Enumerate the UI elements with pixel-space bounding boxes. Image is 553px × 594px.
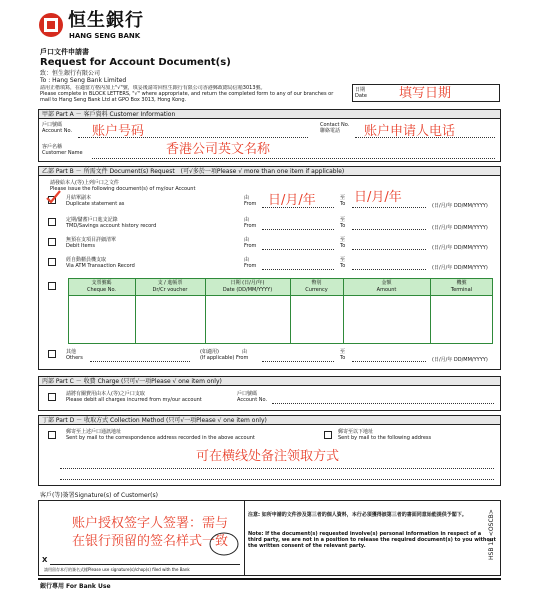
col-header-en-5: Terminal	[450, 287, 473, 293]
col-header-cn-0: 支票號碼	[91, 280, 112, 286]
item-label-cn-3: 經自動櫃員機支取	[66, 257, 107, 263]
account-no-annotation: 账户号码	[92, 124, 145, 139]
bank-use-en: For Bank Use	[66, 583, 111, 590]
col-header-cn-1: 支 / 進帳票	[157, 280, 183, 286]
from-label-cn-3: 由	[244, 257, 250, 263]
from-label-cn-1: 由	[244, 217, 250, 223]
from-label-en-0: From	[244, 201, 257, 207]
item-checkbox-history[interactable]	[48, 218, 56, 226]
date-annotation: 填写日期	[399, 86, 452, 101]
item-label-en-2: Debit Items	[66, 243, 96, 249]
to-label-cn-1: 至	[340, 217, 346, 223]
date-hint-1: (日/月/年 DD/MM/YYYY)	[432, 225, 488, 231]
to-date-field-1[interactable]	[352, 229, 426, 230]
to-label-en-0: To	[340, 201, 346, 207]
item-label-cn-2: 無預在支項目詳細清單	[66, 237, 117, 243]
charge-checkbox[interactable]	[48, 393, 56, 401]
signature-note: 請用留存本行的簽名式樣Please use signature(s)/chop(s) filed with the Bank	[44, 567, 190, 572]
customer-name-annotation: 香港公司英文名称	[166, 142, 271, 157]
col-header-cn-4: 金額	[381, 280, 392, 286]
others-from-field[interactable]	[262, 361, 334, 362]
date-hint-2: (日/月/年 DD/MM/YYYY)	[432, 245, 488, 251]
others-from-cn: 由	[242, 349, 248, 355]
signature-annotation-line2: 在银行预留的签名样式一致	[72, 534, 229, 549]
col-header-en-4: Amount	[376, 287, 397, 293]
col-header-en-3: Currency	[305, 287, 328, 293]
contact-no-label-en: Contact No.	[320, 122, 350, 128]
bank-use-bar	[38, 578, 501, 594]
collection-option-2-en: Sent by mail to the following address	[338, 435, 432, 441]
item-label-cn-1: 定期/儲蓄戶口進支記錄	[66, 217, 118, 223]
col-header-cn-5: 機號	[456, 280, 467, 286]
others-to-en: To	[340, 355, 346, 361]
col-header-en-1: Dr/Cr voucher	[152, 287, 188, 293]
item-checkbox-debit-items[interactable]	[48, 238, 56, 246]
check-mark-icon	[45, 190, 61, 204]
date-label-cn: 日期	[355, 87, 366, 93]
contact-no-label-cn: 聯絡電話	[320, 128, 341, 134]
account-no-label-cn: 戶口號碼	[42, 122, 63, 128]
customer-name-label-en: Customer Name	[42, 150, 83, 156]
to-label-cn-3: 至	[340, 257, 346, 263]
form-title-en: Request for Account Document(s)	[40, 57, 231, 68]
item-label-en-0: Duplicate statement as	[66, 201, 125, 207]
charge-label-cn: 請將有關費用由本人(等)之戶口支取	[66, 391, 145, 397]
others-field[interactable]	[90, 361, 190, 362]
from-label-en-2: From	[244, 243, 257, 249]
to-date-field-3[interactable]	[352, 269, 426, 270]
collection-annotation: 可在横线处备注领取方式	[196, 449, 340, 464]
part-d-header: 丁部 Part D － 收取方式 Collection Method (只可√一項Please √ one item only)	[38, 415, 501, 425]
item-label-en-1: TMD/Savings account history record	[66, 223, 157, 229]
part-b-intro-en: Please issue the following document(s) of my/our Account	[50, 186, 196, 192]
if-applicable-en: (If applicable) From	[200, 355, 249, 361]
signature-x-mark: X	[42, 556, 48, 564]
customer-name-field[interactable]	[92, 158, 495, 159]
item-checkbox-table[interactable]	[48, 282, 56, 290]
others-date-hint: (日/月/年 DD/MM/YYYY)	[432, 357, 488, 363]
instructions-en: Please complete in BLOCK LETTERS, "√" where appropriate, and return the completed form to any of our branches or mail to Hang Seng Bank Ltd at GPO Box 3013, Hong Kong.	[40, 91, 334, 103]
to-label-en-2: To	[340, 243, 346, 249]
part-a-header: 甲部 Part A － 客戶資料 Customer Information	[38, 109, 501, 119]
form-title-cn: 戶口文件申請書	[40, 48, 89, 56]
collection-address-line-1[interactable]	[60, 468, 494, 469]
others-label-en: Others	[66, 355, 83, 361]
item-label-en-3: Via ATM Transaction Record	[66, 263, 135, 269]
bank-use-cn: 銀行專用	[40, 583, 65, 590]
from-label-cn-2: 由	[244, 237, 250, 243]
item-label-cn-0: 月結單副本	[66, 195, 92, 201]
collection-option-2-cn: 郵寄至以下地址	[338, 429, 374, 435]
date-hint-3: (日/月/年 DD/MM/YYYY)	[432, 265, 488, 271]
account-no-field[interactable]	[78, 137, 308, 138]
to-label-en-1: To	[340, 223, 346, 229]
account-no-label-en: Account No.	[42, 128, 73, 134]
side-form-code: HSB 15 <OSCB>	[488, 509, 495, 560]
logo-english: HANG SENG BANK	[69, 32, 141, 40]
logo-chinese: 恒生銀行	[68, 10, 144, 31]
collection-address-line-2[interactable]	[60, 479, 494, 480]
from-date-annotation: 日/月/年	[268, 193, 316, 208]
hang-seng-logo-icon	[38, 12, 64, 38]
to-date-annotation: 日/月/年	[354, 190, 402, 205]
others-to-cn: 至	[340, 349, 346, 355]
date-hint-0: (日/月/年 DD/MM/YYYY)	[432, 203, 488, 209]
signature-label: 客戶(等)簽署Signature(s) of Customer(s)	[40, 492, 158, 499]
instructions-cn: 請用正楷填寫，在適當方格內加上"√"號，填妥後請寄回恒生銀行有限公司香港郵政總局信箱3013號。	[40, 85, 266, 91]
to-label-cn-2: 至	[340, 237, 346, 243]
to-cn: 致：恒生銀行有限公司	[40, 70, 101, 77]
col-header-cn-3: 幣別	[311, 280, 322, 286]
from-date-field-3[interactable]	[262, 269, 334, 270]
note-cn: 注意: 如所申請的文件涉及第三者的個人資料，本行必須獲得該第三者的書面同意始能提供予閣下。	[248, 512, 467, 518]
from-label-cn-0: 由	[244, 195, 250, 201]
collection-option-2-checkbox[interactable]	[324, 431, 332, 439]
item-checkbox-atm[interactable]	[48, 258, 56, 266]
col-header-en-0: Cheque No.	[86, 287, 117, 293]
note-en: Note: If the document(s) requested involve(s) personal information in respect of a third party, we are not in a position to release the required document(s) to you without the written consent of the relevant party.	[248, 531, 496, 549]
part-b-header: 乙部 Part B － 所需文件 Document(s) Request (可√多於一項Please √ more than one item if applicable)	[38, 166, 501, 176]
signature-circle-icon	[208, 531, 240, 557]
signature-annotation-line1: 账户授权签字人签署：需与	[72, 516, 229, 531]
part-c-header: 丙部 Part C － 收費 Charge (只可√一項Please √ one item only)	[38, 376, 501, 386]
from-label-en-3: From	[244, 263, 257, 269]
charge-account-en: Account No.	[237, 397, 268, 403]
contact-annotation: 账户申请人电话	[364, 124, 456, 139]
date-label-en: Date	[355, 93, 367, 99]
if-applicable-cn: (如適用)	[200, 349, 219, 355]
charge-account-field[interactable]	[272, 403, 494, 404]
others-label-cn: 其他	[66, 349, 77, 355]
collection-option-1-checkbox[interactable]	[48, 431, 56, 439]
from-date-field-2[interactable]	[262, 249, 334, 250]
from-label-en-1: From	[244, 223, 257, 229]
col-header-en-2: Date (DD/MM/YYYY)	[222, 287, 273, 293]
col-header-cn-2: 日期 (日/月/年)	[230, 280, 265, 286]
customer-name-label-cn: 客戶名稱	[42, 144, 63, 150]
others-to-field[interactable]	[352, 361, 426, 362]
charge-label-en: Please debit all charges incurred from my/our account	[66, 397, 202, 403]
collection-option-1-cn: 郵寄至上述戶口通訊地址	[66, 429, 122, 435]
to-label-en-3: To	[340, 263, 346, 269]
signature-line[interactable]	[50, 564, 240, 565]
to-date-field-0[interactable]	[352, 207, 426, 208]
contact-no-field[interactable]	[355, 137, 495, 138]
part-b-intro-cn: 請發給本人(等)上列戶口之文件	[50, 180, 119, 186]
collection-option-1-en: Sent by mail to the correspondence address recorded in the above account	[66, 435, 255, 441]
bank-logo	[38, 10, 198, 44]
from-date-field-0[interactable]	[262, 207, 334, 208]
item-checkbox-others[interactable]	[48, 350, 56, 358]
to-label-cn-0: 至	[340, 195, 346, 201]
charge-account-cn: 戶口號碼	[237, 391, 258, 397]
to-en: To : Hang Seng Bank Limited	[40, 77, 127, 84]
from-date-field-1[interactable]	[262, 229, 334, 230]
to-date-field-2[interactable]	[352, 249, 426, 250]
date-box[interactable]	[352, 84, 500, 102]
